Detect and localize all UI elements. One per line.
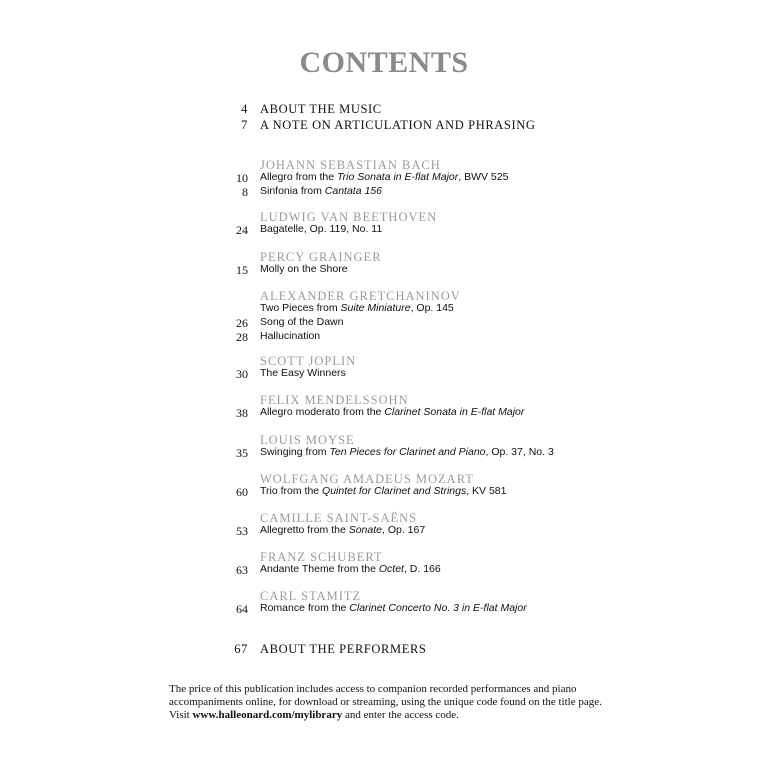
piece-title-italic: Octet: [378, 563, 404, 575]
piece-title-suffix: , Op. 167: [382, 524, 426, 536]
composer-name: WOLFGANG AMADEUS MOZART: [260, 472, 474, 486]
composer-name: PERCY GRAINGER: [260, 250, 382, 264]
piece-title: [260, 263, 348, 275]
composer-name: LUDWIG VAN BEETHOVEN: [260, 210, 438, 224]
page-number: 35: [236, 446, 248, 460]
piece-title-text: The Easy Winners: [260, 367, 346, 379]
piece-title-suffix: , Op. 37, No. 3: [485, 446, 554, 458]
composer-name: FRANZ SCHUBERT: [260, 550, 383, 564]
piece-title-text: Trio from the: [260, 485, 323, 497]
piece-title: [260, 602, 527, 614]
page-number: 28: [236, 330, 248, 344]
piece-title: [260, 185, 382, 197]
toc-entry: [0, 446, 768, 462]
piece-title-text: Song of the Dawn: [260, 316, 344, 328]
piece-title-italic: Quintet for Clarinet and Strings: [322, 485, 467, 497]
piece-title: [260, 223, 382, 235]
piece-title: [260, 302, 454, 314]
page-number: 67: [234, 642, 248, 656]
toc-entry: [0, 185, 768, 201]
page-number: 30: [236, 367, 248, 381]
piece-title-italic: Ten Pieces for Clarinet and Piano: [329, 446, 486, 458]
composer-name: ALEXANDER GRETCHANINOV: [260, 289, 461, 303]
footer-text-before: The price of this publication includes access to companion recorded performances and piano accompaniments online, for download or streaming, using the unique code found on the title page. Visit: [169, 683, 602, 721]
piece-title-suffix: , BWV 525: [458, 171, 509, 183]
composer-name: CAMILLE SAINT-SAËNS: [260, 511, 418, 525]
page-number: 8: [242, 185, 248, 199]
piece-title-text: Andante Theme from the: [260, 563, 379, 575]
toc-entry: [0, 602, 768, 618]
piece-title: [260, 316, 343, 328]
piece-title-text: Molly on the Shore: [260, 263, 348, 275]
piece-title-italic: Suite Miniature: [340, 302, 411, 314]
footer-note: [169, 683, 609, 722]
piece-title: [260, 485, 506, 497]
composer-name: FELIX MENDELSSOHN: [260, 393, 409, 407]
page-number: 4: [241, 102, 248, 116]
composer-name: SCOTT JOPLIN: [260, 354, 357, 368]
piece-title-text: Swinging from: [260, 446, 330, 458]
page-number: 64: [236, 602, 248, 616]
piece-title: [260, 446, 554, 458]
page-number: 60: [236, 485, 248, 499]
piece-title: [260, 367, 346, 379]
toc-entry: [0, 102, 768, 118]
toc-entry: [0, 642, 768, 658]
piece-title: [260, 406, 524, 418]
page-number: 63: [236, 563, 248, 577]
piece-title-text: Allegretto from the: [260, 524, 349, 536]
page-number: 7: [241, 118, 248, 132]
piece-title-italic: Sonate: [348, 524, 382, 536]
piece-title-italic: Cantata 156: [324, 185, 382, 197]
piece-title: [260, 171, 508, 183]
piece-title-italic: Clarinet Sonata in E-flat Major: [384, 406, 525, 418]
page-number: 24: [236, 223, 248, 237]
toc-entry: [0, 406, 768, 422]
entry-label: ABOUT THE MUSIC: [260, 102, 382, 116]
piece-title: [260, 524, 425, 536]
toc-entry: [0, 524, 768, 540]
toc-entry: [0, 563, 768, 579]
composer-name: CARL STAMITZ: [260, 589, 362, 603]
entry-label: ABOUT THE PERFORMERS: [260, 642, 427, 656]
footer-text-after: and enter the access code.: [342, 709, 459, 721]
page-title: CONTENTS: [299, 46, 469, 79]
toc-entry: [0, 223, 768, 239]
piece-title-text: Two Pieces from: [260, 302, 341, 314]
piece-title-italic: Trio Sonata in E-flat Major: [337, 171, 459, 183]
piece-title-text: Romance from the: [260, 602, 350, 614]
piece-title-suffix: , Op. 145: [410, 302, 454, 314]
toc-entry: [0, 367, 768, 383]
page-number: 10: [236, 171, 248, 185]
piece-title-text: Sinfonia from: [260, 185, 325, 197]
composer-name: JOHANN SEBASTIAN BACH: [260, 158, 441, 172]
piece-title-italic: Clarinet Concerto No. 3 in E-flat Major: [349, 602, 527, 614]
entry-label: A NOTE ON ARTICULATION AND PHRASING: [260, 118, 536, 132]
piece-title: [260, 563, 441, 575]
piece-title-suffix: , KV 581: [466, 485, 507, 497]
piece-title-text: Hallucination: [260, 330, 321, 342]
piece-title-text: Bagatelle, Op. 119, No. 11: [260, 223, 383, 235]
piece-title: [260, 330, 320, 342]
page-number: 15: [236, 263, 248, 277]
piece-title-text: Allegro from the: [260, 171, 338, 183]
toc-entry: [0, 330, 768, 346]
piece-title-suffix: , D. 166: [403, 563, 441, 575]
toc-entry: [0, 485, 768, 501]
page-number: 38: [236, 406, 248, 420]
page-number: 53: [236, 524, 248, 538]
piece-title-text: Allegro moderato from the: [260, 406, 385, 418]
footer-link: www.halleonard.com/mylibrary: [192, 709, 343, 721]
page-number: 26: [236, 316, 248, 330]
toc-entry: [0, 263, 768, 279]
composer-name: LOUIS MOYSE: [260, 433, 355, 447]
toc-entry: [0, 118, 768, 134]
